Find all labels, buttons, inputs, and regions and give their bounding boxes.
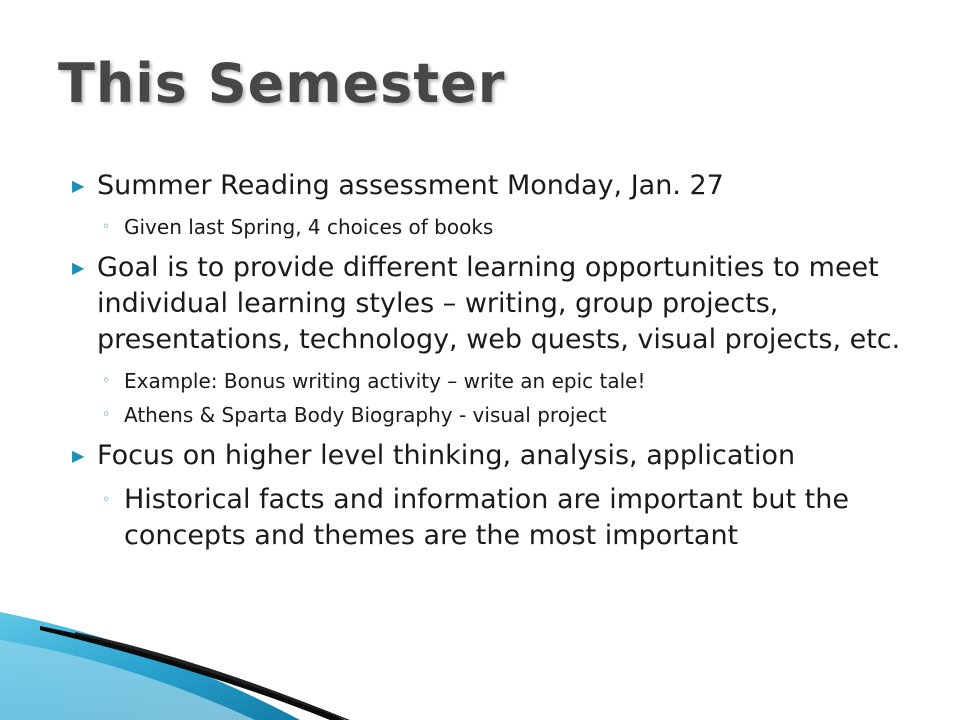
- bullet-item: [70, 168, 920, 204]
- circle-bullet-icon: ◦: [102, 219, 111, 235]
- sub-bullet-item: [70, 400, 920, 430]
- sub-bullet-item: [70, 366, 920, 396]
- bullet-item: [70, 438, 920, 474]
- arrow-bullet-icon: ▶: [72, 446, 85, 465]
- bullet-text: Focus on higher level thinking, analysis, application: [97, 440, 796, 471]
- sub-bullet-item: [70, 212, 920, 242]
- circle-bullet-icon: ◦: [102, 407, 111, 423]
- sub-bullet-text: Given last Spring, 4 choices of books: [124, 215, 494, 239]
- bullet-list: [70, 168, 920, 558]
- circle-bullet-icon: ◦: [102, 492, 111, 508]
- circle-bullet-icon: ◦: [102, 373, 111, 389]
- sub-bullet-text: Example: Bonus writing activity – write an epic tale!: [124, 369, 646, 393]
- sub-bullet-text: Athens & Sparta Body Biography - visual project: [124, 403, 607, 427]
- sub-bullet-item: [70, 482, 920, 554]
- bullet-text: Goal is to provide different learning opportunities to meet individual learning styles – writing, group projects, presentations, technology, web quests, visual projects, etc.: [97, 252, 901, 355]
- arrow-bullet-icon: ▶: [72, 176, 85, 195]
- slide-title: This Semester: [58, 52, 506, 115]
- arrow-bullet-icon: ▶: [72, 258, 85, 277]
- bullet-item: [70, 250, 920, 358]
- sub-bullet-text: Historical facts and information are important but the concepts and themes are the most important: [124, 484, 849, 551]
- bullet-text: Summer Reading assessment Monday, Jan. 27: [97, 170, 724, 201]
